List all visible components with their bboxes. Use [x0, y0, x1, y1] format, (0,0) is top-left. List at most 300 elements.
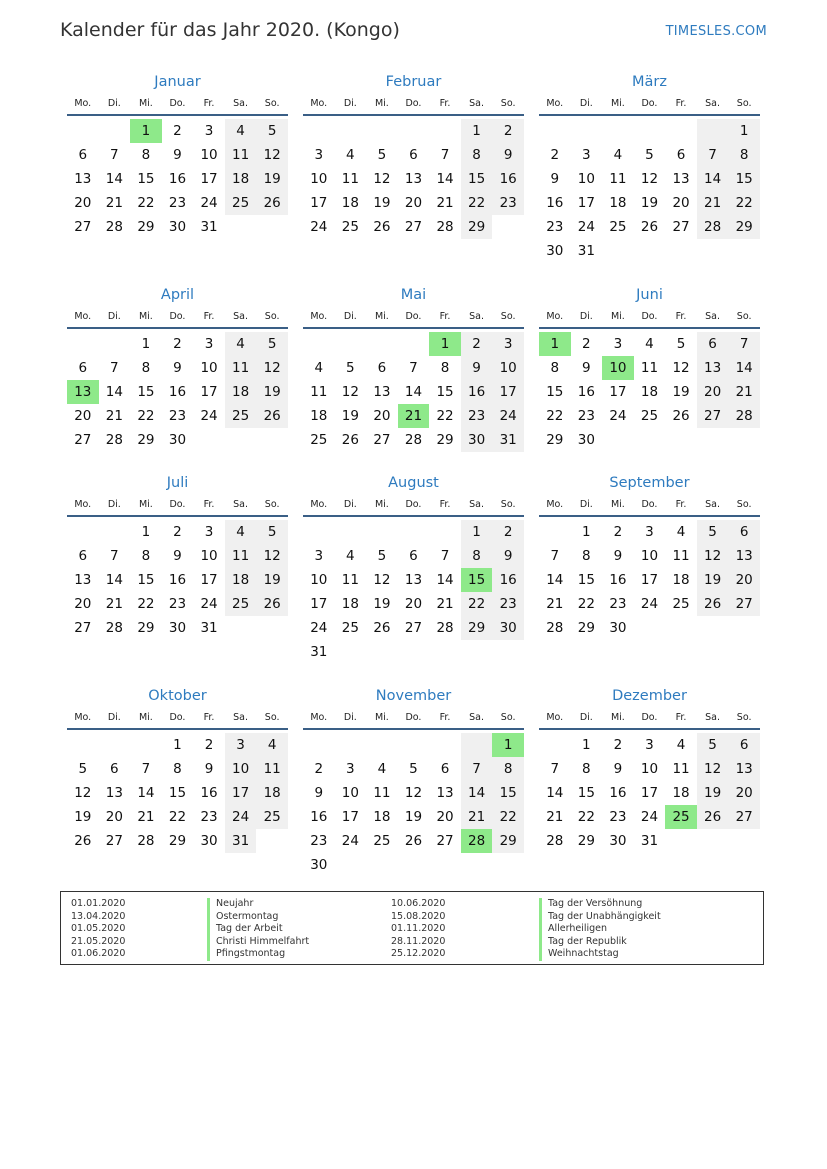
month-oktober	[67, 687, 288, 853]
empty-cell	[429, 733, 461, 757]
day: 26	[341, 432, 359, 448]
day: 6	[728, 520, 760, 544]
day: 26	[373, 620, 391, 636]
day: 20	[373, 408, 391, 424]
day: 6	[676, 147, 686, 163]
day: 11	[341, 171, 359, 187]
day: 22	[436, 408, 454, 424]
empty-cell	[398, 332, 430, 356]
day: 7	[440, 548, 450, 564]
month-januar	[67, 73, 288, 239]
day: 26	[373, 219, 391, 235]
day: 28	[105, 620, 123, 636]
month-november	[303, 687, 524, 877]
day: 5	[346, 360, 355, 376]
day: 26	[697, 592, 729, 616]
weekday-label: So.	[264, 712, 280, 723]
day: 8	[582, 548, 591, 564]
empty-cell	[539, 119, 571, 143]
day: 10	[492, 356, 524, 380]
day: 1	[141, 336, 151, 352]
weekday-label: Mi.	[138, 98, 153, 109]
legend-holiday-name: Ostermontag	[207, 911, 309, 924]
weekday-label: Do.	[405, 98, 422, 109]
day: 29	[728, 215, 760, 239]
weekday-label: Di.	[107, 311, 121, 322]
header-rule	[539, 327, 760, 329]
day: 9	[492, 544, 524, 568]
legend-holiday-name: Tag der Versöhnung	[539, 898, 661, 911]
day: 29	[461, 616, 493, 640]
month-name: Februar	[385, 74, 442, 90]
day: 14	[105, 572, 123, 588]
day: 14	[105, 171, 123, 187]
day: 29	[137, 432, 155, 448]
day: 13	[697, 356, 729, 380]
day: 7	[550, 761, 560, 777]
holiday-day: 1	[539, 332, 571, 356]
empty-cell	[67, 119, 99, 143]
day: 16	[168, 384, 187, 400]
weekday-label: Di.	[343, 311, 357, 322]
header-rule	[303, 114, 524, 116]
day: 5	[256, 520, 288, 544]
weekday-header	[539, 498, 760, 512]
day: 15	[577, 572, 595, 588]
day: 28	[436, 219, 454, 235]
legend-holiday-name: Neujahr	[207, 898, 309, 911]
day: 14	[105, 384, 123, 400]
weekday-label: Fr.	[675, 499, 687, 510]
day: 29	[461, 215, 493, 239]
day: 17	[310, 596, 328, 612]
legend-date: 25.12.2020	[391, 948, 446, 959]
weekday-label: Do.	[405, 712, 422, 723]
weekday-label: Mi.	[610, 98, 625, 109]
header-rule	[303, 327, 524, 329]
day: 8	[550, 360, 560, 376]
empty-cell	[398, 119, 430, 143]
weekday-label: Sa.	[233, 311, 249, 322]
month-september	[539, 474, 760, 640]
day: 12	[256, 143, 288, 167]
day: 6	[409, 548, 418, 564]
day: 30	[200, 833, 218, 849]
empty-cell	[99, 520, 131, 544]
header-rule	[303, 515, 524, 517]
day: 19	[404, 809, 423, 825]
day: 20	[404, 596, 423, 612]
weekday-label: Mi.	[138, 712, 153, 723]
day: 7	[141, 761, 151, 777]
day: 18	[341, 195, 359, 211]
day: 29	[436, 432, 454, 448]
day: 20	[74, 195, 92, 211]
weekday-label: Mo.	[74, 311, 92, 322]
day: 17	[640, 785, 659, 801]
day: 8	[461, 544, 493, 568]
day: 4	[377, 761, 387, 777]
weekday-label: So.	[736, 311, 752, 322]
day: 4	[225, 119, 257, 143]
day: 11	[341, 572, 359, 588]
day: 13	[404, 171, 423, 187]
day: 14	[436, 171, 454, 187]
day-grid	[539, 733, 760, 853]
day: 9	[582, 360, 591, 376]
day: 10	[225, 757, 257, 781]
day: 16	[492, 568, 524, 592]
holiday-day: 1	[492, 733, 524, 757]
day: 12	[640, 171, 659, 187]
day: 12	[74, 785, 92, 801]
day: 21	[436, 596, 454, 612]
day: 9	[314, 785, 324, 801]
empty-cell	[303, 332, 335, 356]
day: 17	[310, 195, 328, 211]
day-grid	[67, 520, 288, 640]
day: 2	[492, 119, 524, 143]
day: 7	[110, 548, 119, 564]
day: 7	[697, 143, 729, 167]
weekday-label: Di.	[107, 712, 121, 723]
legend-holiday-name: Christi Himmelfahrt	[207, 936, 309, 949]
legend-date: 01.01.2020	[71, 898, 126, 909]
day: 18	[672, 572, 690, 588]
day: 18	[225, 167, 257, 191]
month-name: August	[388, 475, 439, 491]
day: 30	[168, 432, 187, 448]
weekday-label: Mo.	[74, 98, 92, 109]
day: 17	[492, 380, 524, 404]
day: 31	[200, 219, 218, 235]
day: 5	[697, 733, 729, 757]
day: 17	[609, 384, 627, 400]
day: 22	[137, 596, 155, 612]
day: 3	[492, 332, 524, 356]
weekday-label: So.	[264, 311, 280, 322]
day: 23	[168, 596, 187, 612]
day: 19	[697, 781, 729, 805]
day: 2	[173, 524, 182, 540]
day: 10	[200, 360, 218, 376]
day: 30	[492, 616, 524, 640]
day: 21	[105, 408, 123, 424]
day: 27	[404, 219, 423, 235]
day: 27	[74, 620, 92, 636]
day: 6	[728, 733, 760, 757]
day: 16	[168, 171, 187, 187]
month-april	[67, 286, 288, 452]
day: 28	[436, 620, 454, 636]
day: 22	[492, 805, 524, 829]
day: 2	[613, 737, 623, 753]
day: 7	[409, 360, 418, 376]
month-märz	[539, 73, 760, 263]
day: 18	[341, 596, 359, 612]
day: 22	[546, 408, 564, 424]
day: 8	[173, 761, 182, 777]
day: 17	[200, 171, 218, 187]
day: 23	[310, 833, 328, 849]
empty-cell	[67, 520, 99, 544]
empty-cell	[602, 119, 634, 143]
day: 11	[225, 356, 257, 380]
weekday-label: So.	[500, 499, 516, 510]
empty-cell	[99, 332, 131, 356]
day: 18	[225, 380, 257, 404]
day: 7	[550, 548, 560, 564]
weekday-label: So.	[736, 499, 752, 510]
header-rule	[67, 114, 288, 116]
weekday-label: Fr.	[203, 499, 215, 510]
day: 15	[137, 171, 155, 187]
day: 10	[200, 548, 218, 564]
empty-cell	[429, 520, 461, 544]
day: 8	[141, 147, 151, 163]
legend-dates-left	[71, 898, 125, 961]
day: 15	[137, 384, 155, 400]
day: 31	[492, 428, 524, 452]
day: 23	[200, 809, 218, 825]
month-dezember	[539, 687, 760, 853]
legend-date: 15.08.2020	[391, 910, 446, 922]
day: 18	[672, 785, 690, 801]
day: 30	[577, 432, 595, 448]
day: 5	[409, 761, 418, 777]
day: 28	[137, 833, 155, 849]
weekday-header	[67, 97, 288, 111]
day: 30	[310, 857, 328, 873]
weekday-label: Do.	[169, 311, 186, 322]
empty-cell	[571, 119, 603, 143]
weekday-label: So.	[736, 98, 752, 109]
day-grid	[67, 733, 288, 853]
weekday-header	[303, 498, 524, 512]
day: 25	[225, 404, 257, 428]
day: 23	[492, 191, 524, 215]
day: 11	[640, 360, 659, 376]
holiday-day: 1	[130, 119, 162, 143]
legend-date: 21.05.2020	[71, 935, 126, 947]
day: 21	[546, 809, 564, 825]
day: 2	[314, 761, 324, 777]
day-grid	[539, 119, 760, 263]
holiday-day: 28	[461, 829, 493, 853]
empty-cell	[539, 733, 571, 757]
weekday-label: Mi.	[374, 499, 389, 510]
weekday-label: Fr.	[203, 712, 215, 723]
month-name: Juni	[636, 287, 663, 303]
header-rule	[67, 515, 288, 517]
day: 19	[256, 568, 288, 592]
day: 6	[78, 360, 88, 376]
day: 15	[577, 785, 595, 801]
day: 16	[168, 572, 187, 588]
day: 22	[137, 408, 155, 424]
day: 6	[697, 332, 729, 356]
day: 5	[256, 119, 288, 143]
month-name: September	[609, 475, 690, 491]
weekday-label: Sa.	[705, 311, 721, 322]
day: 7	[461, 757, 493, 781]
day: 25	[341, 219, 359, 235]
day: 5	[676, 336, 686, 352]
day: 21	[546, 596, 564, 612]
day: 28	[105, 219, 123, 235]
month-name: März	[632, 74, 667, 90]
weekday-label: Mi.	[610, 712, 625, 723]
weekday-label: Mo.	[310, 499, 328, 510]
day: 17	[200, 572, 218, 588]
day: 3	[225, 733, 257, 757]
month-name: April	[160, 287, 195, 303]
day: 8	[141, 360, 151, 376]
month-name: Dezember	[612, 688, 687, 704]
day: 3	[314, 147, 324, 163]
empty-cell	[335, 119, 367, 143]
day: 30	[168, 620, 187, 636]
day: 1	[728, 119, 760, 143]
month-februar	[303, 73, 524, 239]
weekday-label: Sa.	[233, 712, 249, 723]
header-rule	[67, 327, 288, 329]
day: 16	[609, 572, 627, 588]
day: 14	[728, 356, 760, 380]
weekday-label: So.	[264, 98, 280, 109]
weekday-label: Mo.	[74, 712, 92, 723]
day: 16	[200, 785, 218, 801]
day: 24	[225, 805, 257, 829]
day: 22	[137, 195, 155, 211]
weekday-label: Mo.	[546, 499, 564, 510]
weekday-label: Sa.	[469, 311, 485, 322]
day: 21	[461, 805, 493, 829]
day: 26	[640, 219, 659, 235]
day: 27	[436, 833, 454, 849]
day: 24	[640, 809, 659, 825]
weekday-label: Di.	[107, 98, 121, 109]
day: 6	[110, 761, 119, 777]
day: 17	[200, 384, 218, 400]
day: 23	[168, 195, 187, 211]
day: 4	[645, 336, 654, 352]
legend-holiday-name: Tag der Unabhängigkeit	[539, 911, 661, 924]
day: 15	[461, 167, 493, 191]
day: 17	[225, 781, 257, 805]
brand-link[interactable]: TIMESLES.COM	[665, 24, 767, 39]
day: 21	[728, 380, 760, 404]
holiday-day: 1	[429, 332, 461, 356]
empty-cell	[697, 119, 729, 143]
day: 23	[609, 809, 627, 825]
weekday-label: Fr.	[439, 499, 451, 510]
weekday-label: Sa.	[705, 499, 721, 510]
day: 13	[74, 572, 92, 588]
month-juli	[67, 474, 288, 640]
day: 23	[492, 592, 524, 616]
empty-cell	[303, 520, 335, 544]
day: 3	[204, 336, 214, 352]
day: 21	[137, 809, 155, 825]
day: 5	[78, 761, 88, 777]
day: 6	[440, 761, 450, 777]
day: 13	[728, 544, 760, 568]
day: 16	[310, 809, 328, 825]
day: 24	[310, 219, 328, 235]
weekday-label: So.	[500, 712, 516, 723]
day: 5	[645, 147, 654, 163]
day: 1	[582, 737, 591, 753]
weekday-label: Di.	[107, 499, 121, 510]
day: 9	[173, 147, 182, 163]
weekday-label: Mi.	[610, 311, 625, 322]
day: 28	[546, 620, 564, 636]
day: 18	[609, 195, 627, 211]
empty-cell	[67, 733, 99, 757]
day: 25	[225, 191, 257, 215]
weekday-label: Do.	[169, 499, 186, 510]
legend-holiday-name: Allerheiligen	[539, 923, 661, 936]
day: 20	[74, 408, 92, 424]
day: 30	[609, 833, 627, 849]
day: 9	[613, 548, 623, 564]
day: 3	[645, 737, 654, 753]
month-august	[303, 474, 524, 664]
day: 4	[256, 733, 288, 757]
month-mai	[303, 286, 524, 452]
weekday-header	[303, 711, 524, 725]
weekday-label: Do.	[405, 311, 422, 322]
day: 25	[225, 592, 257, 616]
day: 8	[492, 757, 524, 781]
day: 3	[204, 123, 214, 139]
day: 5	[377, 548, 387, 564]
weekday-label: So.	[736, 712, 752, 723]
day: 23	[577, 408, 595, 424]
day: 31	[577, 243, 595, 259]
empty-cell	[130, 733, 162, 757]
day: 24	[200, 596, 218, 612]
day: 6	[78, 548, 88, 564]
weekday-label: Do.	[641, 98, 658, 109]
day: 26	[256, 592, 288, 616]
day: 24	[310, 620, 328, 636]
day: 2	[492, 520, 524, 544]
day: 27	[728, 592, 760, 616]
day: 25	[256, 805, 288, 829]
day: 27	[404, 620, 423, 636]
day: 28	[404, 432, 423, 448]
month-name: Juli	[166, 475, 189, 491]
day: 11	[256, 757, 288, 781]
day: 14	[546, 572, 564, 588]
legend-holiday-name: Tag der Arbeit	[207, 923, 309, 936]
day: 15	[492, 781, 524, 805]
weekday-label: Mi.	[138, 499, 153, 510]
day: 19	[373, 195, 391, 211]
day: 13	[105, 785, 123, 801]
day: 27	[74, 432, 92, 448]
empty-cell	[99, 733, 131, 757]
weekday-label: Di.	[579, 311, 593, 322]
day: 17	[640, 572, 659, 588]
day: 30	[461, 428, 493, 452]
day: 24	[609, 408, 627, 424]
empty-cell	[67, 332, 99, 356]
empty-cell	[303, 119, 335, 143]
day: 28	[105, 432, 123, 448]
